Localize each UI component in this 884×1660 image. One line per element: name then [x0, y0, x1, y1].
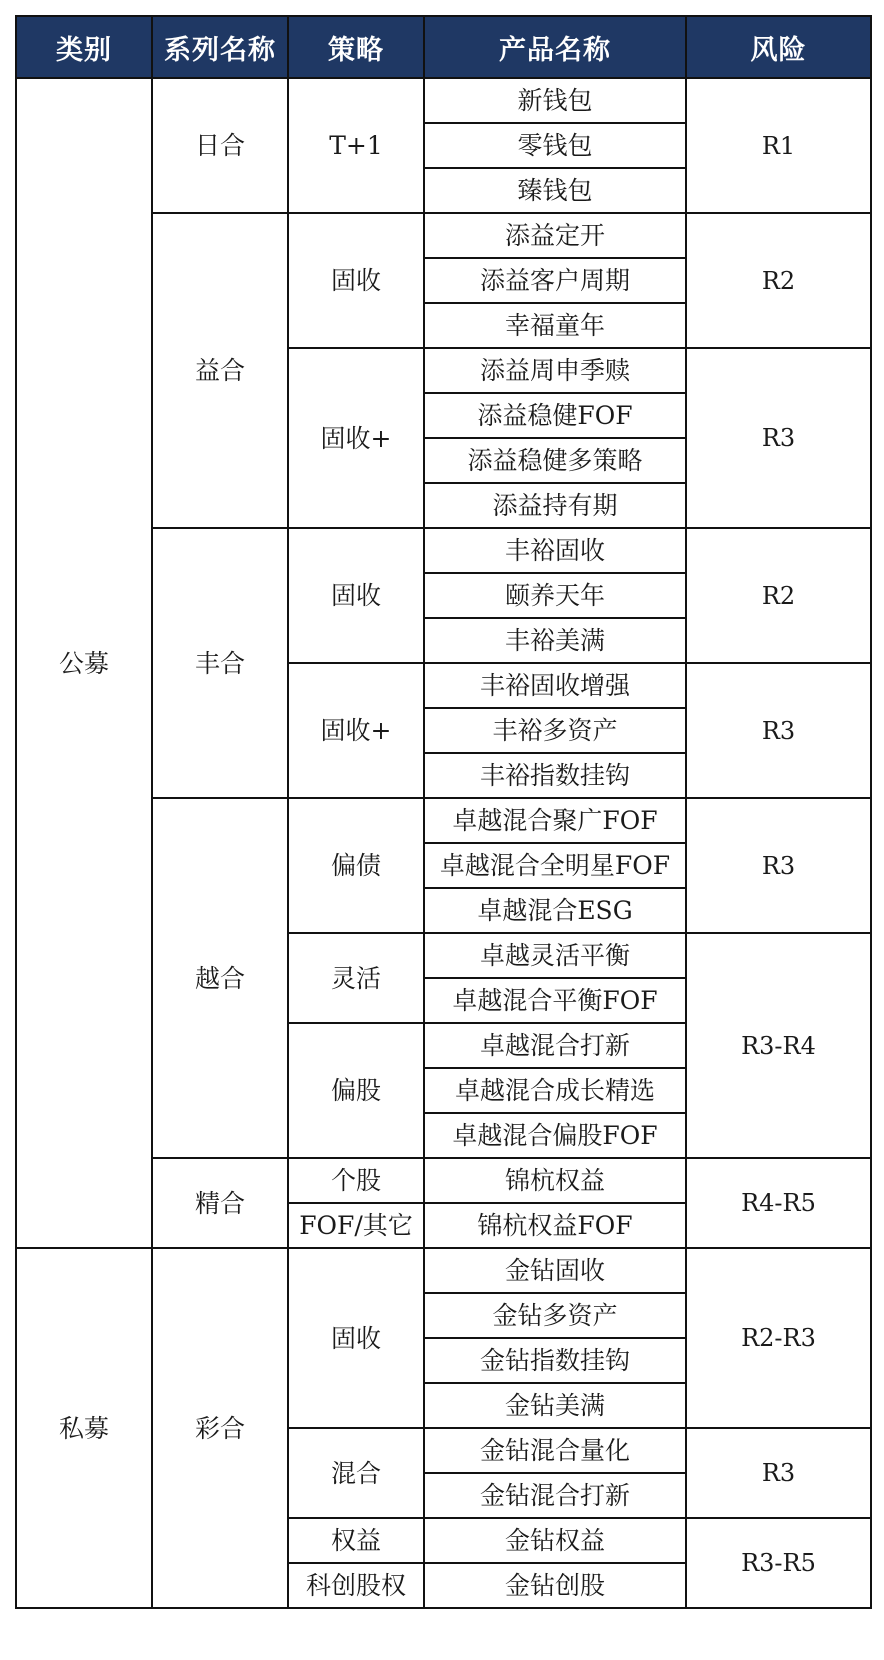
strategy-cell: 偏股	[288, 1023, 424, 1158]
product-cell: 金钻美满	[424, 1383, 686, 1428]
product-cell: 卓越混合打新	[424, 1023, 686, 1068]
series-cell: 益合	[152, 213, 288, 528]
product-cell: 新钱包	[424, 78, 686, 123]
risk-cell: R2	[686, 213, 871, 348]
product-cell: 金钻权益	[424, 1518, 686, 1563]
series-cell: 精合	[152, 1158, 288, 1248]
product-cell: 金钻创股	[424, 1563, 686, 1608]
risk-cell: R3	[686, 348, 871, 528]
risk-cell: R3	[686, 663, 871, 798]
product-cell: 金钻固收	[424, 1248, 686, 1293]
product-cell: 锦杭权益	[424, 1158, 686, 1203]
header-category: 类别	[16, 16, 152, 78]
product-cell: 金钻指数挂钩	[424, 1338, 686, 1383]
risk-cell: R2-R3	[686, 1248, 871, 1428]
header-series: 系列名称	[152, 16, 288, 78]
product-cell: 卓越混合聚广FOF	[424, 798, 686, 843]
category-cell: 公募	[16, 78, 152, 1248]
risk-cell: R2	[686, 528, 871, 663]
product-cell: 锦杭权益FOF	[424, 1203, 686, 1248]
risk-cell: R3-R5	[686, 1518, 871, 1608]
product-cell: 颐养天年	[424, 573, 686, 618]
strategy-cell: 科创股权	[288, 1563, 424, 1608]
product-cell: 添益稳健多策略	[424, 438, 686, 483]
product-cell: 卓越混合平衡FOF	[424, 978, 686, 1023]
header-product: 产品名称	[424, 16, 686, 78]
strategy-cell: 固收	[288, 213, 424, 348]
category-cell: 私募	[16, 1248, 152, 1608]
product-cell: 添益持有期	[424, 483, 686, 528]
strategy-cell: 偏债	[288, 798, 424, 933]
product-cell: 卓越混合全明星FOF	[424, 843, 686, 888]
risk-cell: R3	[686, 798, 871, 933]
product-table	[15, 15, 872, 1609]
strategy-cell: FOF/其它	[288, 1203, 424, 1248]
product-cell: 添益定开	[424, 213, 686, 258]
product-cell: 金钻混合量化	[424, 1428, 686, 1473]
series-cell: 越合	[152, 798, 288, 1158]
strategy-cell: 灵活	[288, 933, 424, 1023]
risk-cell: R3	[686, 1428, 871, 1518]
header-strategy: 策略	[288, 16, 424, 78]
product-cell: 臻钱包	[424, 168, 686, 213]
series-cell: 丰合	[152, 528, 288, 798]
strategy-cell: T+1	[288, 78, 424, 213]
product-cell: 丰裕美满	[424, 618, 686, 663]
strategy-cell: 混合	[288, 1428, 424, 1518]
product-cell: 添益客户周期	[424, 258, 686, 303]
strategy-cell: 固收+	[288, 348, 424, 528]
strategy-cell: 固收+	[288, 663, 424, 798]
header-row	[16, 16, 871, 78]
strategy-cell: 权益	[288, 1518, 424, 1563]
product-cell: 金钻混合打新	[424, 1473, 686, 1518]
product-cell: 金钻多资产	[424, 1293, 686, 1338]
product-cell: 添益稳健FOF	[424, 393, 686, 438]
product-cell: 卓越混合ESG	[424, 888, 686, 933]
product-cell: 卓越混合成长精选	[424, 1068, 686, 1113]
product-cell: 丰裕固收增强	[424, 663, 686, 708]
strategy-cell: 固收	[288, 1248, 424, 1428]
risk-cell: R3-R4	[686, 933, 871, 1158]
header-risk: 风险	[686, 16, 871, 78]
product-cell: 添益周申季赎	[424, 348, 686, 393]
series-cell: 日合	[152, 78, 288, 213]
product-cell: 幸福童年	[424, 303, 686, 348]
product-cell: 丰裕指数挂钩	[424, 753, 686, 798]
series-cell: 彩合	[152, 1248, 288, 1608]
risk-cell: R4-R5	[686, 1158, 871, 1248]
table-row	[16, 1248, 871, 1293]
product-cell: 零钱包	[424, 123, 686, 168]
strategy-cell: 个股	[288, 1158, 424, 1203]
product-cell: 丰裕固收	[424, 528, 686, 573]
product-cell: 丰裕多资产	[424, 708, 686, 753]
strategy-cell: 固收	[288, 528, 424, 663]
risk-cell: R1	[686, 78, 871, 213]
table-row	[16, 78, 871, 123]
product-cell: 卓越混合偏股FOF	[424, 1113, 686, 1158]
product-cell: 卓越灵活平衡	[424, 933, 686, 978]
